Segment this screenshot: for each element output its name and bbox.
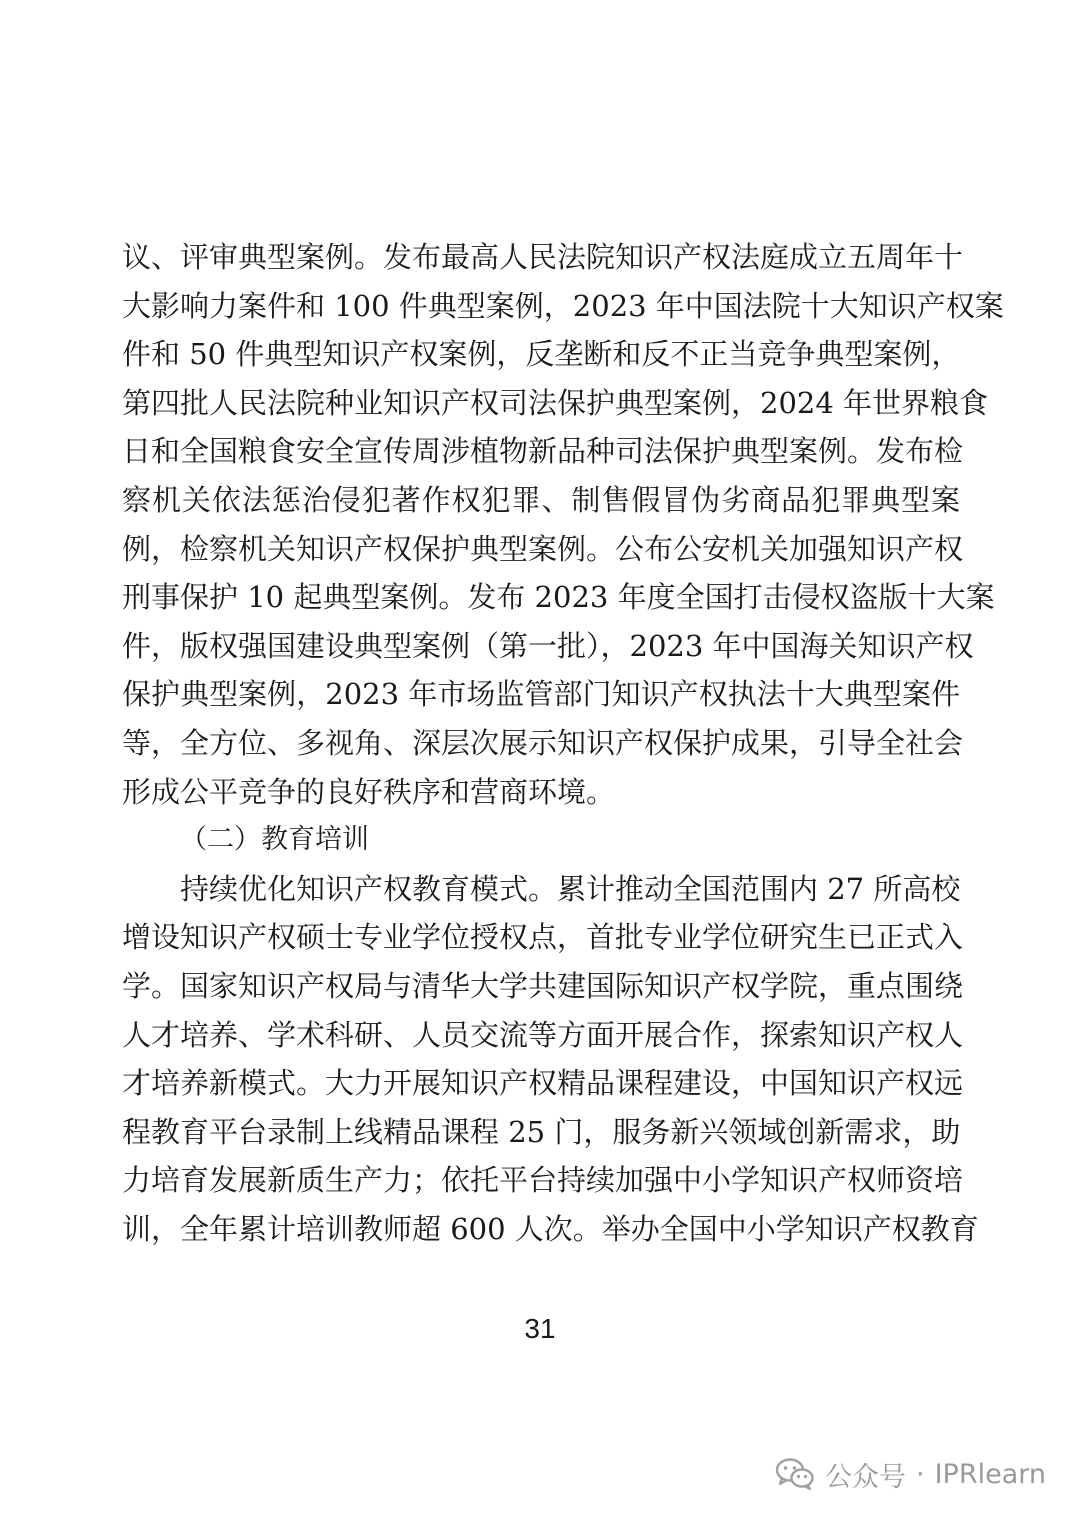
wechat-watermark: [775, 1452, 1046, 1496]
text-line: 等，全方位、多视角、深层次展示知识产权保护成果，引导全社会: [122, 725, 964, 760]
text-line: 训，全年累计培训教师超 600 人次。举办全国中小学知识产权教育: [122, 1211, 979, 1246]
text-line: 议、评审典型案例。发布最高人民法院知识产权法庭成立五周年十: [122, 240, 964, 274]
text-line: 件和 50 件典型知识产权案例，反垄断和反不正当竞争典型案例，: [122, 337, 961, 372]
watermark-separator: ·: [916, 1458, 925, 1490]
text-line: 力培育发展新质生产力；依托平台持续加强中小学知识产权师资培: [122, 1163, 964, 1198]
text-line: 日和全国粮食安全宣传周涉植物新品种司法保护典型案例。发布检: [122, 434, 964, 469]
text-line: 学。国家知识产权局与清华大学共建国际知识产权学院，重点围绕: [122, 968, 964, 1003]
text-line: 才培养新模式。大力开展知识产权精品课程建设，中国知识产权远: [122, 1066, 964, 1101]
watermark-label: 公众号: [825, 1461, 906, 1493]
text-line: 保护典型案例，2023 年市场监管部门知识产权执法十大典型案件: [122, 677, 960, 712]
text-line: 增设知识产权硕士专业学位授权点，首批专业学位研究生已正式入: [122, 920, 964, 955]
text-line: 刑事保护 10 起典型案例。发布 2023 年度全国打击侵权盗版十大案: [122, 580, 995, 615]
watermark-account: IPRlearn: [934, 1458, 1046, 1490]
page-number: 31: [524, 1313, 556, 1344]
text-line: 大影响力案件和 100 件典型案例，2023 年中国法院十大知识产权案: [122, 288, 1004, 323]
section-heading: （二）教育培训: [180, 824, 369, 856]
text-line: 例，检察机关知识产权保护典型案例。公布公安机关加强知识产权: [122, 531, 964, 566]
text-line: 件，版权强国建设典型案例（第一批），2023 年中国海关知识产权: [122, 628, 974, 663]
body-text: [122, 233, 1004, 1253]
text-line: 形成公平竞争的良好秩序和营商环境。: [122, 774, 616, 809]
text-line: 程教育平台录制上线精品课程 25 门，服务新兴领域创新需求，助: [122, 1114, 961, 1149]
text-line: 持续优化知识产权教育模式。累计推动全国范围内 27 所高校: [180, 871, 961, 906]
wechat-icon: [775, 1457, 815, 1491]
text-line: 察机关依法惩治侵犯著作权犯罪、制售假冒伪劣商品犯罪典型案: [122, 482, 960, 517]
text-line: 第四批人民法院种业知识产权司法保护典型案例，2024 年世界粮食: [122, 385, 989, 420]
text-line: 人才培养、学术科研、人员交流等方面开展合作，探索知识产权人: [122, 1017, 964, 1052]
